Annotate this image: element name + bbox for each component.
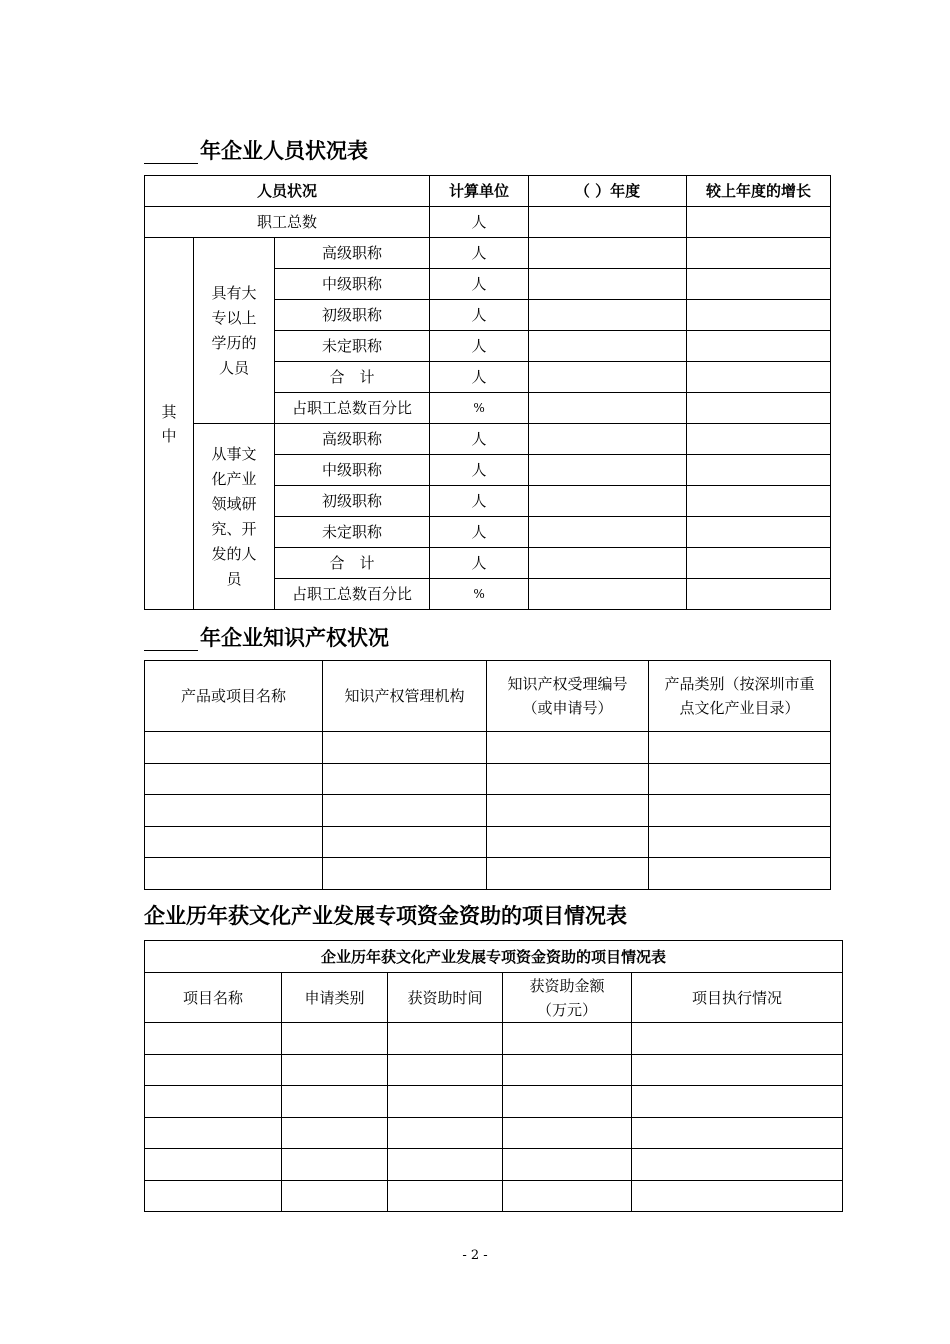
input-cell[interactable] [323, 795, 487, 827]
page-number: - 2 - [462, 1248, 488, 1263]
input-cell[interactable] [687, 486, 831, 517]
input-cell[interactable] [529, 517, 687, 548]
input-cell[interactable] [323, 826, 487, 858]
input-cell[interactable] [145, 826, 323, 858]
input-cell[interactable] [145, 1054, 282, 1086]
input-cell[interactable] [687, 393, 831, 424]
row-label: 初级职称 [275, 300, 430, 331]
year-blank [144, 630, 198, 651]
input-cell[interactable] [649, 732, 831, 764]
row-label: 未定职称 [275, 331, 430, 362]
year-blank [144, 143, 198, 164]
input-cell[interactable] [145, 1086, 282, 1118]
row-label: 占职工总数百分比 [275, 393, 430, 424]
input-cell[interactable] [388, 1180, 503, 1212]
input-cell[interactable] [145, 1149, 282, 1181]
input-cell[interactable] [503, 1149, 632, 1181]
input-cell[interactable] [388, 1023, 503, 1055]
input-cell[interactable] [145, 858, 323, 890]
row-label: 占职工总数百分比 [275, 579, 430, 610]
row-label: 合 计 [275, 362, 430, 393]
input-cell[interactable] [687, 517, 831, 548]
input-cell[interactable] [687, 207, 831, 238]
total-label: 职工总数 [145, 207, 430, 238]
input-cell[interactable] [145, 763, 323, 795]
input-cell[interactable] [503, 1180, 632, 1212]
input-cell[interactable] [529, 362, 687, 393]
input-cell[interactable] [529, 238, 687, 269]
input-cell[interactable] [529, 331, 687, 362]
input-cell[interactable] [687, 579, 831, 610]
header-growth: 较上年度的增长 [687, 176, 831, 207]
input-cell[interactable] [529, 269, 687, 300]
funding-table [144, 940, 843, 1212]
input-cell[interactable] [529, 393, 687, 424]
row-unit: % [430, 393, 529, 424]
funding-header: 项目执行情况 [632, 973, 843, 1023]
input-cell[interactable] [687, 300, 831, 331]
input-cell[interactable] [632, 1023, 843, 1055]
ip-header: 知识产权管理机构 [323, 661, 487, 732]
row-label: 中级职称 [275, 455, 430, 486]
row-unit: 人 [430, 424, 529, 455]
input-cell[interactable] [145, 1023, 282, 1055]
funding-header: 申请类别 [282, 973, 388, 1023]
ip-table [144, 660, 831, 890]
input-cell[interactable] [649, 795, 831, 827]
among-label: 其中 [145, 238, 194, 610]
input-cell[interactable] [503, 1054, 632, 1086]
input-cell[interactable] [487, 795, 649, 827]
input-cell[interactable] [282, 1086, 388, 1118]
input-cell[interactable] [632, 1117, 843, 1149]
header-year: （ ）年度 [529, 176, 687, 207]
input-cell[interactable] [529, 207, 687, 238]
input-cell[interactable] [145, 1117, 282, 1149]
input-cell[interactable] [323, 732, 487, 764]
row-unit: 人 [430, 486, 529, 517]
input-cell[interactable] [503, 1117, 632, 1149]
header-unit: 计算单位 [430, 176, 529, 207]
funding-table-title: 企业历年获文化产业发展专项资金资助的项目情况表 [145, 941, 843, 973]
funding-header: 获资助时间 [388, 973, 503, 1023]
input-cell[interactable] [282, 1180, 388, 1212]
input-cell[interactable] [529, 300, 687, 331]
input-cell[interactable] [388, 1054, 503, 1086]
input-cell[interactable] [632, 1086, 843, 1118]
input-cell[interactable] [529, 455, 687, 486]
row-unit: 人 [430, 362, 529, 393]
row-label: 合 计 [275, 548, 430, 579]
input-cell[interactable] [529, 424, 687, 455]
input-cell[interactable] [388, 1086, 503, 1118]
input-cell[interactable] [649, 858, 831, 890]
ip-header: 产品类别（按深圳市重点文化产业目录） [649, 661, 831, 732]
input-cell[interactable] [487, 763, 649, 795]
input-cell[interactable] [388, 1117, 503, 1149]
ip-table-heading: 年企业知识产权状况 [144, 625, 389, 651]
input-cell[interactable] [632, 1054, 843, 1086]
input-cell[interactable] [487, 858, 649, 890]
row-unit: 人 [430, 548, 529, 579]
input-cell[interactable] [529, 548, 687, 579]
input-cell[interactable] [323, 858, 487, 890]
row-label: 中级职称 [275, 269, 430, 300]
input-cell[interactable] [388, 1149, 503, 1181]
group2-label: 从事文化产业领域研究、开发的人员 [194, 424, 275, 610]
row-label: 高级职称 [275, 238, 430, 269]
row-unit: 人 [430, 269, 529, 300]
total-unit: 人 [430, 207, 529, 238]
input-cell[interactable] [529, 579, 687, 610]
ip-header: 产品或项目名称 [145, 661, 323, 732]
input-cell[interactable] [282, 1054, 388, 1086]
input-cell[interactable] [687, 424, 831, 455]
input-cell[interactable] [145, 732, 323, 764]
input-cell[interactable] [282, 1023, 388, 1055]
input-cell[interactable] [323, 763, 487, 795]
personnel-table [144, 175, 831, 610]
funding-header: 项目名称 [145, 973, 282, 1023]
row-unit: 人 [430, 517, 529, 548]
personnel-table-heading: 年企业人员状况表 [144, 138, 368, 164]
row-unit: 人 [430, 455, 529, 486]
row-label: 高级职称 [275, 424, 430, 455]
input-cell[interactable] [632, 1149, 843, 1181]
input-cell[interactable] [529, 486, 687, 517]
input-cell[interactable] [503, 1023, 632, 1055]
input-cell[interactable] [687, 238, 831, 269]
input-cell[interactable] [282, 1149, 388, 1181]
row-unit: 人 [430, 238, 529, 269]
input-cell[interactable] [632, 1180, 843, 1212]
input-cell[interactable] [687, 269, 831, 300]
group1-label: 具有大专以上学历的人员 [194, 238, 275, 424]
input-cell[interactable] [687, 455, 831, 486]
funding-table-heading: 企业历年获文化产业发展专项资金资助的项目情况表 [144, 904, 627, 928]
row-label: 未定职称 [275, 517, 430, 548]
input-cell[interactable] [487, 826, 649, 858]
row-unit: 人 [430, 300, 529, 331]
input-cell[interactable] [649, 763, 831, 795]
row-unit: 人 [430, 331, 529, 362]
input-cell[interactable] [687, 362, 831, 393]
input-cell[interactable] [687, 548, 831, 579]
input-cell[interactable] [503, 1086, 632, 1118]
input-cell[interactable] [145, 795, 323, 827]
input-cell[interactable] [649, 826, 831, 858]
header-status: 人员状况 [145, 176, 430, 207]
ip-header: 知识产权受理编号（或申请号） [487, 661, 649, 732]
input-cell[interactable] [282, 1117, 388, 1149]
row-label: 初级职称 [275, 486, 430, 517]
input-cell[interactable] [487, 732, 649, 764]
row-unit: % [430, 579, 529, 610]
input-cell[interactable] [145, 1180, 282, 1212]
input-cell[interactable] [687, 331, 831, 362]
funding-header: 获资助金额（万元） [503, 973, 632, 1023]
